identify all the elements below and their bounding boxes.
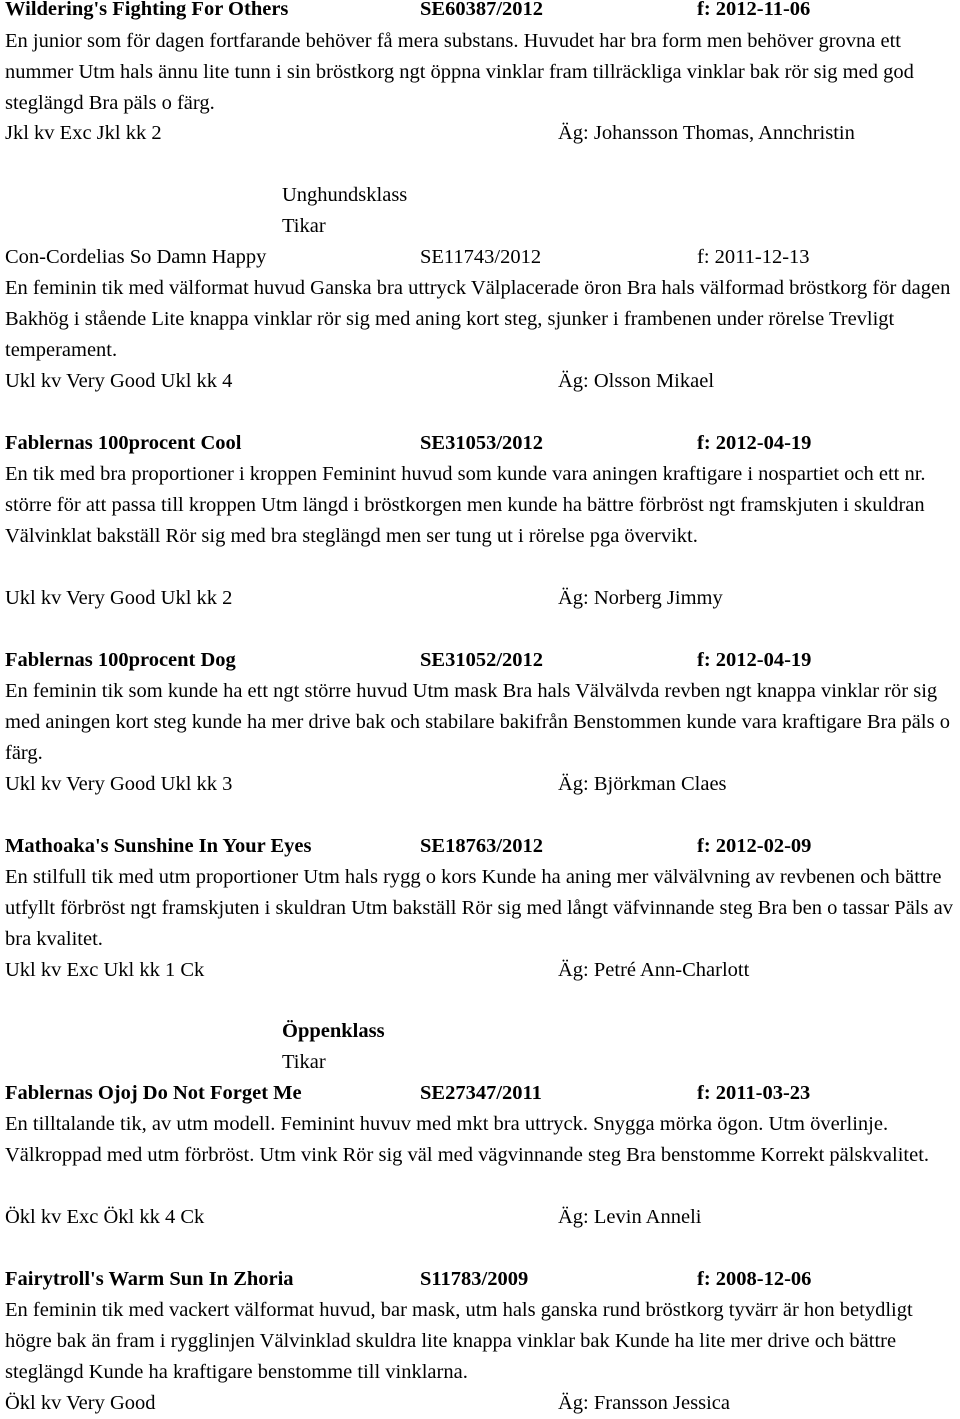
class-title: Unghundsklass [282, 184, 408, 206]
dog-name: Fablernas 100procent Dog [5, 649, 236, 671]
owner: Äg: Olsson Mikael [558, 370, 715, 392]
birth-date: f: 2012-04-19 [697, 649, 812, 671]
registration-number: SE11743/2012 [420, 246, 542, 268]
owner: Äg: Fransson Jessica [558, 1392, 730, 1414]
result: Jkl kv Exc Jkl kk 2 [5, 122, 162, 144]
dog-name: Fairytroll's Warm Sun In Zhoria [5, 1268, 294, 1290]
registration-number: SE31053/2012 [420, 432, 544, 454]
class-sex: Tikar [282, 1051, 326, 1073]
registration-number: SE27347/2011 [420, 1082, 542, 1104]
critique-text: En feminin tik som kunde ha ett ngt större huvud Utm mask Bra hals Välvälvda revben ngt knappa vinklar rör sig med aningen kort steg kunde ha mer drive bak och stabilare bakifrån Benstommen kunde vara kraftigare Bra päls o färg. [5, 680, 950, 764]
result: Ökl kv Exc Ökl kk 4 Ck [5, 1206, 205, 1228]
result: Ukl kv Exc Ukl kk 1 Ck [5, 959, 205, 981]
registration-number: S11783/2009 [420, 1268, 529, 1290]
result: Ukl kv Very Good Ukl kk 2 [5, 587, 233, 609]
dog-name: Mathoaka's Sunshine In Your Eyes [5, 835, 312, 857]
birth-date: f: 2011-03-23 [697, 1082, 811, 1104]
owner: Äg: Petré Ann-Charlott [558, 959, 750, 981]
owner: Äg: Björkman Claes [558, 773, 727, 795]
critique-text: En stilfull tik med utm proportioner Utm hals rygg o kors Kunde ha aning mer välvälvning av revbenen och bättre utfyllt förbröst ngt framskjuten i skuldran Utm bakställ Rör sig med långt väfvinnande steg Bra ben o tassar Päls av bra kvalitet. [5, 866, 953, 950]
registration-number: SE31052/2012 [420, 649, 544, 671]
result: Ökl kv Very Good [5, 1392, 156, 1414]
registration-number: SE18763/2012 [420, 835, 544, 857]
owner: Äg: Levin Anneli [558, 1206, 702, 1228]
critique-text: En junior som för dagen fortfarande behöver få mera substans. Huvudet har bra form men behöver grovna ett nummer Utm hals ännu lite tunn i sin bröstkorg ngt öppna vinklar fram tillräckliga vinklar bak rör sig med god steglängd Bra päls o färg. [5, 30, 914, 114]
birth-date: f: 2008-12-06 [697, 1268, 812, 1290]
class-title: Öppenklass [282, 1020, 385, 1042]
dog-name: Wildering's Fighting For Others [5, 0, 289, 20]
dog-name: Con-Cordelias So Damn Happy [5, 246, 267, 268]
birth-date: f: 2012-04-19 [697, 432, 812, 454]
critique-text: En tilltalande tik, av utm modell. Feminint huvuv med mkt bra uttryck. Snygga mörka ögon. Utm överlinje. Välkroppad med utm förbröst. Utm vink Rör sig väl med vägvinnande steg Bra benstomme Korrekt pälskvalitet. [5, 1113, 930, 1166]
critique-text: En feminin tik med välformat huvud Ganska bra uttryck Välplacerade öron Bra hals välformad bröstkorg för dagen Bakhög i stående Lite knappa vinklar rör sig med aning kort steg, sjunker i frambenen under rörelse Trevligt temperament. [5, 277, 951, 361]
birth-date: f: 2012-02-09 [697, 835, 812, 857]
owner: Äg: Johansson Thomas, Annchristin [558, 122, 855, 144]
critique-text: En tik med bra proportioner i kroppen Feminint huvud som kunde vara aningen kraftigare i nospartiet och ett nr. större för att passa till kroppen Utm längd i bröstkorgen men kunde ha bättre förbröst ngt framskjuten i skuldran Välvinklat bakställ Rör sig med bra steglängd men ser tung ut i rörelse pga övervikt. [5, 463, 926, 547]
birth-date: f: 2011-12-13 [697, 246, 810, 268]
result: Ukl kv Very Good Ukl kk 4 [5, 370, 233, 392]
critique-text: En feminin tik med vackert välformat huvud, bar mask, utm hals ganska rund bröstkorg tyvärr är hon betydligt högre bak än fram i rygglinjen Välvinklad skuldra lite knappa vinklar bak Kunde ha lite mer drive och bättre steglängd Kunde ha kraftigare benstomme till vinklarna. [5, 1299, 913, 1383]
dog-name: Fablernas 100procent Cool [5, 432, 242, 454]
registration-number: SE60387/2012 [420, 0, 544, 20]
birth-date: f: 2012-11-06 [697, 0, 811, 20]
dog-name: Fablernas Ojoj Do Not Forget Me [5, 1082, 302, 1104]
class-sex: Tikar [282, 215, 326, 237]
result: Ukl kv Very Good Ukl kk 3 [5, 773, 233, 795]
owner: Äg: Norberg Jimmy [558, 587, 723, 609]
